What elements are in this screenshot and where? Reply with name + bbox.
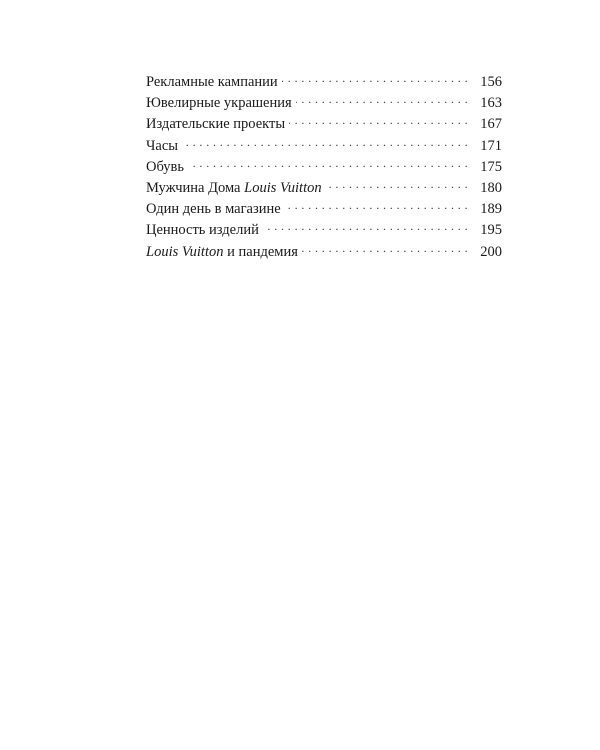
toc-page-number: 156: [480, 74, 502, 90]
toc-entry-title: Рекламные кампании: [146, 74, 278, 90]
table-of-contents: [146, 72, 502, 263]
toc-entry-title: Louis Vuitton и пандемия: [146, 243, 298, 260]
toc-leader-dots: [326, 178, 468, 192]
toc-leader-dots: [282, 72, 468, 86]
toc-entry-title: Обувь: [146, 158, 185, 175]
toc-leader-dots: [289, 114, 468, 128]
toc-entry[interactable]: [146, 157, 502, 178]
toc-entry[interactable]: [146, 199, 502, 220]
toc-entry[interactable]: [146, 93, 502, 114]
toc-entry[interactable]: [146, 114, 502, 135]
toc-entry-title: Часы: [146, 137, 179, 154]
toc-leader-dots: [302, 242, 468, 256]
toc-leader-dots: [263, 220, 468, 234]
toc-page-number: 167: [480, 116, 502, 133]
toc-entry-title: Ювелирные украшения: [146, 95, 292, 112]
toc-leader-dots: [296, 93, 468, 107]
toc-page-number: 171: [480, 137, 502, 154]
toc-entry[interactable]: [146, 72, 502, 93]
toc-page-number: 163: [480, 95, 502, 112]
toc-page-number: 200: [480, 243, 502, 260]
toc-entry[interactable]: [146, 242, 502, 263]
toc-leader-dots: [182, 136, 468, 150]
toc-entry-title: Ценность изделий: [146, 222, 259, 239]
toc-entry[interactable]: [146, 178, 502, 199]
toc-page-number: 189: [480, 201, 502, 218]
toc-entry[interactable]: [146, 220, 502, 241]
toc-entry[interactable]: [146, 136, 502, 157]
toc-entry-title: Издательские проекты: [146, 116, 286, 133]
toc-leader-dots: [188, 157, 468, 171]
toc-page-number: 195: [480, 222, 502, 239]
toc-entry-title: Мужчина Дома Louis Vuitton: [146, 179, 322, 196]
toc-page-number: 175: [480, 158, 502, 175]
toc-entry-title: Один день в магазине: [146, 201, 281, 218]
toc-leader-dots: [285, 199, 468, 213]
toc-page-number: 180: [480, 179, 502, 196]
